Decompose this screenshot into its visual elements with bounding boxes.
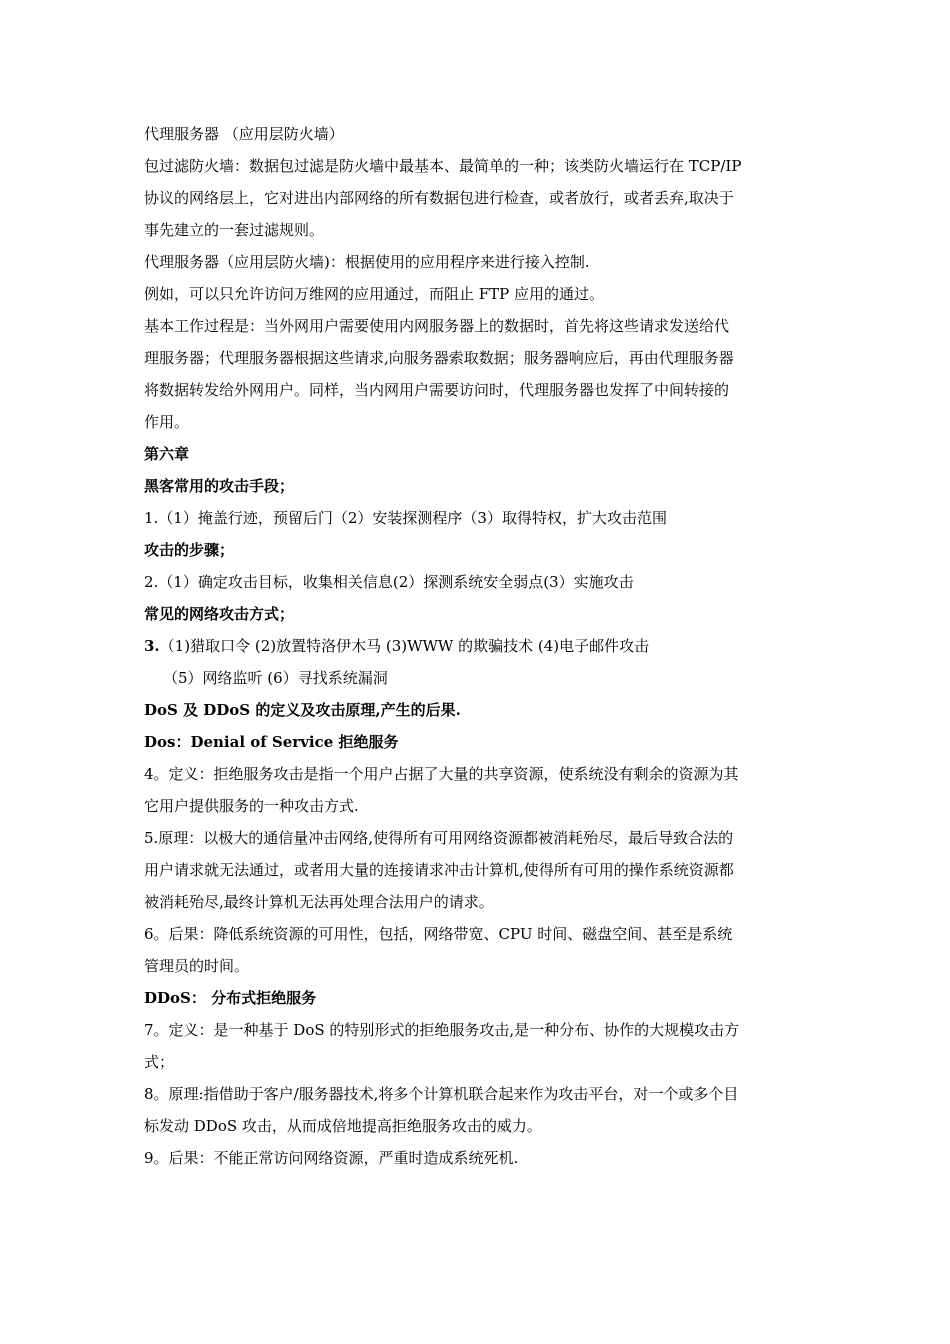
section-heading: DoS 及 DDoS 的定义及攻击原理,产生的后果.	[144, 701, 461, 719]
section-heading: DDoS： 分布式拒绝服务	[144, 989, 317, 1007]
text-line: 代理服务器 （应用层防火墙）	[144, 125, 344, 143]
text-line: 7。定义：是一种基于 DoS 的特别形式的拒绝服务攻击,是一种分布、协作的大规模攻击方	[144, 1021, 740, 1039]
item-text: （1)猎取口令 (2)放置特洛伊木马 (3)WWW 的欺骗技术 (4)电子邮件攻击	[159, 637, 650, 655]
text-line: 例如，可以只允许访问万维网的应用通过，而阻止 FTP 应用的通过。	[144, 285, 605, 303]
text-line	[144, 630, 808, 662]
document-body	[144, 118, 808, 1174]
text-line: 被消耗殆尽,最终计算机无法再处理合法用户的请求。	[144, 893, 494, 911]
text-line: 6。后果：降低系统资源的可用性，包括，网络带宽、CPU 时间、磁盘空间、甚至是系统	[144, 925, 733, 943]
text-line: 事先建立的一套过滤规则。	[144, 221, 325, 239]
text-line: 8。原理:指借助于客户/服务器技术,将多个计算机联合起来作为攻击平台，对一个或多个目	[144, 1085, 739, 1103]
section-heading: 第六章	[144, 445, 190, 463]
section-heading: 常见的网络攻击方式；	[144, 605, 295, 623]
text-line: 用户请求就无法通过，或者用大量的连接请求冲击计算机,使得所有可用的操作系统资源都	[144, 861, 734, 879]
text-line: 4。定义：拒绝服务攻击是指一个用户占据了大量的共享资源，使系统没有剩余的资源为其	[144, 765, 739, 783]
text-line: 将数据转发给外网用户。同样，当内网用户需要访问时，代理服务器也发挥了中间转接的	[144, 381, 730, 399]
text-line: 代理服务器（应用层防火墙)：根据使用的应用程序来进行接入控制.	[144, 253, 590, 271]
text-line: 它用户提供服务的一种攻击方式.	[144, 797, 359, 815]
section-heading: 攻击的步骤；	[144, 541, 235, 559]
text-line: 管理员的时间。	[144, 957, 250, 975]
text-line: 标发动 DDoS 攻击，从而成倍地提高拒绝服务攻击的威力。	[144, 1117, 542, 1135]
text-line: 9。后果：不能正常访问网络资源，严重时造成系统死机.	[144, 1149, 519, 1167]
text-line: 1.（1）掩盖行迹，预留后门（2）安装探测程序（3）取得特权，扩大攻击范围	[144, 509, 667, 527]
text-line: 基本工作过程是：当外网用户需要使用内网服务器上的数据时，首先将这些请求发送给代	[144, 317, 730, 335]
text-line: 作用。	[144, 413, 190, 431]
item-number: 3.	[144, 637, 160, 655]
text-line: 2.（1）确定攻击目标，收集相关信息(2）探测系统安全弱点(3）实施攻击	[144, 573, 634, 591]
text-line: （5）网络监听 (6）寻找系统漏洞	[163, 669, 388, 687]
text-line: 理服务器；代理服务器根据这些请求,向服务器索取数据；服务器响应后，再由代理服务器	[144, 349, 734, 367]
section-heading: Dos：Denial of Service 拒绝服务	[144, 733, 399, 751]
section-heading: 黑客常用的攻击手段；	[144, 477, 295, 495]
text-line: 式；	[144, 1053, 175, 1071]
text-line: 5.原理：以极大的通信量冲击网络,使得所有可用网络资源都被消耗殆尽，最后导致合法的	[144, 829, 734, 847]
text-line: 包过滤防火墙：数据包过滤是防火墙中最基本、最简单的一种；该类防火墙运行在 TCP/IP	[144, 157, 742, 175]
text-line: 协议的网络层上，它对进出内部网络的所有数据包进行检查，或者放行，或者丢弃,取决于	[144, 189, 734, 207]
